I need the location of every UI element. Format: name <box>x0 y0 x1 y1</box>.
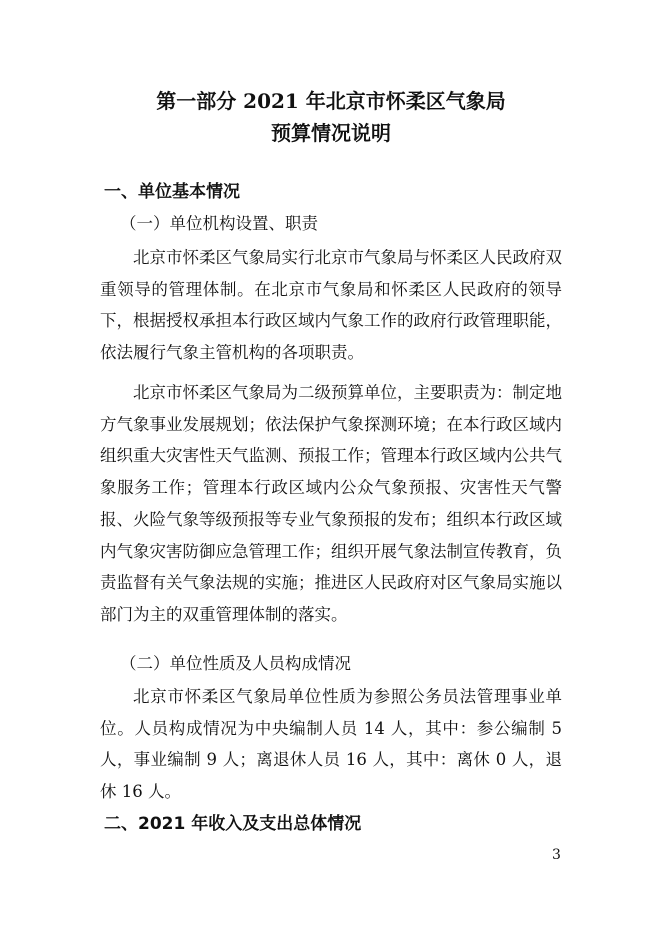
section-heading-unit-basic-info: 一、单位基本情况 <box>104 182 240 202</box>
paragraph-management-system: 北京市怀柔区气象局实行北京市气象局与怀柔区人民政府双重领导的管理体制。在北京市气象局和怀柔区人民政府的领导下，根据授权承担本行政区域内气象工作的政府行政管理职能，依法履行气象主管机构的各项职责。 <box>100 248 562 363</box>
subsection-heading-organization-duties: （一）单位机构设置、职责 <box>120 214 318 233</box>
document-title-line-1: 第一部分 2021 年北京市怀柔区气象局 <box>156 89 506 113</box>
subsection-heading-unit-nature-staff: （二）单位性质及人员构成情况 <box>120 654 351 673</box>
paragraph-staff-composition: 北京市怀柔区气象局单位性质为参照公务员法管理事业单位。人员构成情况为中央编制人员 14 人，其中：参公编制 5 人，事业编制 9 人；离退休人员 16 人，其中：离休 0 人，退休 16 人。 <box>100 687 562 802</box>
section-heading-income-expenditure: 二、2021 年收入及支出总体情况 <box>104 814 362 834</box>
paragraph-main-duties: 北京市怀柔区气象局为二级预算单位，主要职责为：制定地方气象事业发展规划；依法保护气象探测环境；在本行政区域内组织重大灾害性天气监测、预报工作；管理本行政区域内公共气象服务工作；管理本行政区域内公众气象预报、灾害性天气警报、火险气象等级预报等专业气象预报的发布；组织本行政区域内气象灾害防御应急管理工作；组织开展气象法制宣传教育，负责监督有关气象法规的实施；推进区人民政府对区气象局实施以部门为主的双重管理体制的落实。 <box>100 383 562 624</box>
page-number: 3 <box>552 847 561 863</box>
document-title-line-2: 预算情况说明 <box>271 121 391 145</box>
